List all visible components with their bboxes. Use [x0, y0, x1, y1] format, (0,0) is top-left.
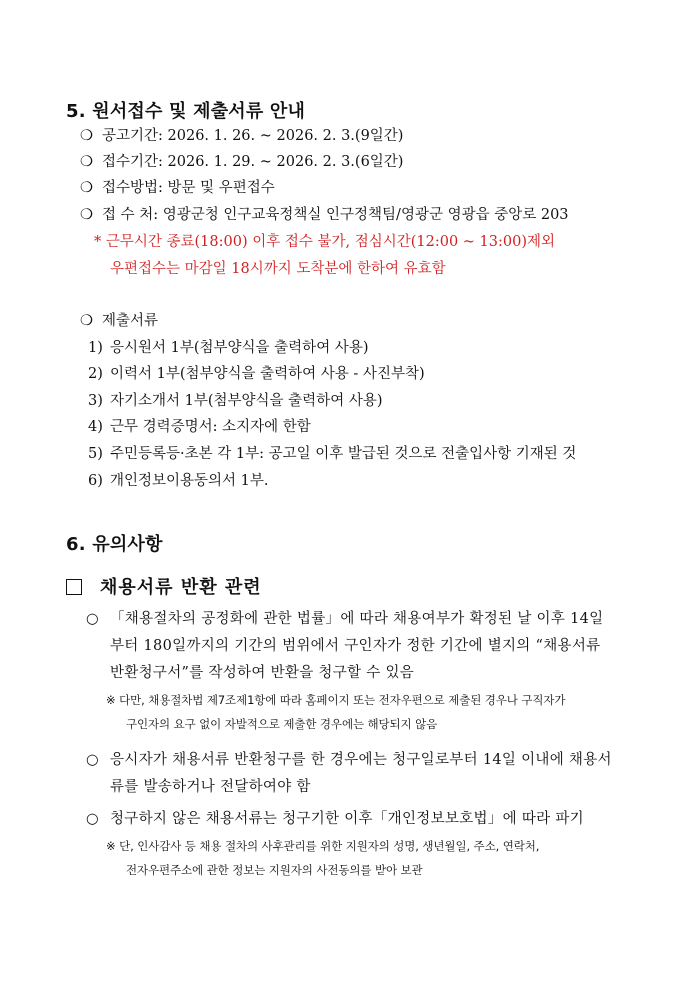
- application-period: 접수기간: 2026. 1. 29. ~ 2026. 2. 3.(6일간): [102, 154, 404, 170]
- para-1-line-2: 부터 180일까지의 기간의 범위에서 구인자가 정한 기간에 별지의 “채용서류: [110, 638, 601, 654]
- doc-text: 근무 경력증명서: 소지자에 한함: [110, 419, 311, 435]
- subheading-document-return: 채용서류 반환 관련: [100, 577, 262, 598]
- para-1-line-3: 반환청구서”를 작성하여 반환을 청구할 수 있음: [110, 665, 415, 681]
- application-method: 접수방법: 방문 및 우편접수: [102, 180, 275, 196]
- doc-number: 4): [88, 419, 103, 435]
- para-2-line-1: [86, 747, 612, 774]
- doc-item: [88, 364, 425, 384]
- section-5-title: 5. 원서접수 및 제출서류 안내: [66, 101, 306, 122]
- circle-bullet-icon: ❍: [80, 207, 93, 223]
- doc-item: [88, 338, 368, 358]
- doc-number: 6): [88, 473, 103, 489]
- para-2-text: 응시자가 채용서류 반환청구를 한 경우에는 청구일로부터 14일 이내에 채용서: [110, 752, 612, 768]
- list-item: [80, 126, 403, 146]
- notice-period: 공고기간: 2026. 1. 26. ~ 2026. 2. 3.(9일간): [102, 128, 404, 144]
- circle-bullet-icon: ❍: [80, 180, 93, 196]
- circle-bullet-icon: ○: [86, 811, 99, 827]
- doc-text: 응시원서 1부(첨부양식을 출력하여 사용): [110, 340, 369, 356]
- application-place: 접 수 처: 영광군청 인구교육정책실 인구정책팀/영광군 영광읍 중앙로 203: [102, 207, 569, 223]
- para-1-line-1: [86, 606, 603, 633]
- checkbox-square-icon: [66, 579, 82, 595]
- doc-text: 개인정보이용동의서 1부.: [110, 473, 269, 489]
- note-1-line-1: ※ 다만, 채용절차법 제7조제1항에 따라 홈페이지 또는 전자우편으로 제출된 경우나 구직자가: [106, 693, 566, 707]
- notice-line-1: * 근무시간 종료(18:00) 이후 접수 불가, 점심시간(12:00 ~ 13:00)제외: [94, 234, 555, 250]
- notice-line-2: 우편접수는 마감일 18시까지 도착분에 한하여 유효함: [110, 261, 446, 277]
- doc-item: [88, 444, 576, 464]
- doc-number: 2): [88, 366, 103, 382]
- circle-bullet-icon: ❍: [80, 313, 93, 329]
- doc-number: 5): [88, 446, 103, 462]
- list-item: [80, 205, 569, 225]
- para-3-text: 청구하지 않은 채용서류는 청구기한 이후「개인정보보호법」에 따라 파기: [110, 811, 584, 827]
- doc-item: [88, 391, 382, 411]
- doc-text: 자기소개서 1부(첨부양식을 출력하여 사용): [110, 393, 383, 409]
- list-item: [80, 178, 275, 198]
- doc-number: 1): [88, 340, 103, 356]
- note-2-line-2: 전자우편주소에 관한 정보는 지원자의 사전동의를 받아 보관: [126, 863, 423, 877]
- doc-number: 3): [88, 393, 103, 409]
- para-3-line-1: [86, 806, 584, 833]
- para-2-line-2: 류를 발송하거나 전달하여야 함: [110, 779, 311, 795]
- doc-text: 주민등록등·초본 각 1부: 공고일 이후 발급된 것으로 전출입사항 기재된 것: [110, 446, 577, 462]
- doc-text: 이력서 1부(첨부양식을 출력하여 사용 - 사진부착): [110, 366, 425, 382]
- list-item: [80, 152, 403, 172]
- circle-bullet-icon: ○: [86, 611, 99, 627]
- doc-item: [88, 417, 311, 437]
- docs-heading: [80, 311, 158, 331]
- section-6-title: 6. 유의사항: [66, 534, 163, 555]
- note-1-line-2: 구인자의 요구 없이 자발적으로 제출한 경우에는 해당되지 않음: [126, 717, 438, 731]
- note-2-line-1: ※ 단, 인사감사 등 채용 절차의 사후관리를 위한 지원자의 성명, 생년월일, 주소, 연락처,: [106, 839, 540, 853]
- circle-bullet-icon: ❍: [80, 154, 93, 170]
- para-1-text: 「채용절차의 공정화에 관한 법률」에 따라 채용여부가 확정된 날 이후 14일: [110, 611, 604, 627]
- circle-bullet-icon: ❍: [80, 128, 93, 144]
- circle-bullet-icon: ○: [86, 752, 99, 768]
- doc-item: [88, 471, 269, 491]
- docs-title: 제출서류: [102, 313, 159, 329]
